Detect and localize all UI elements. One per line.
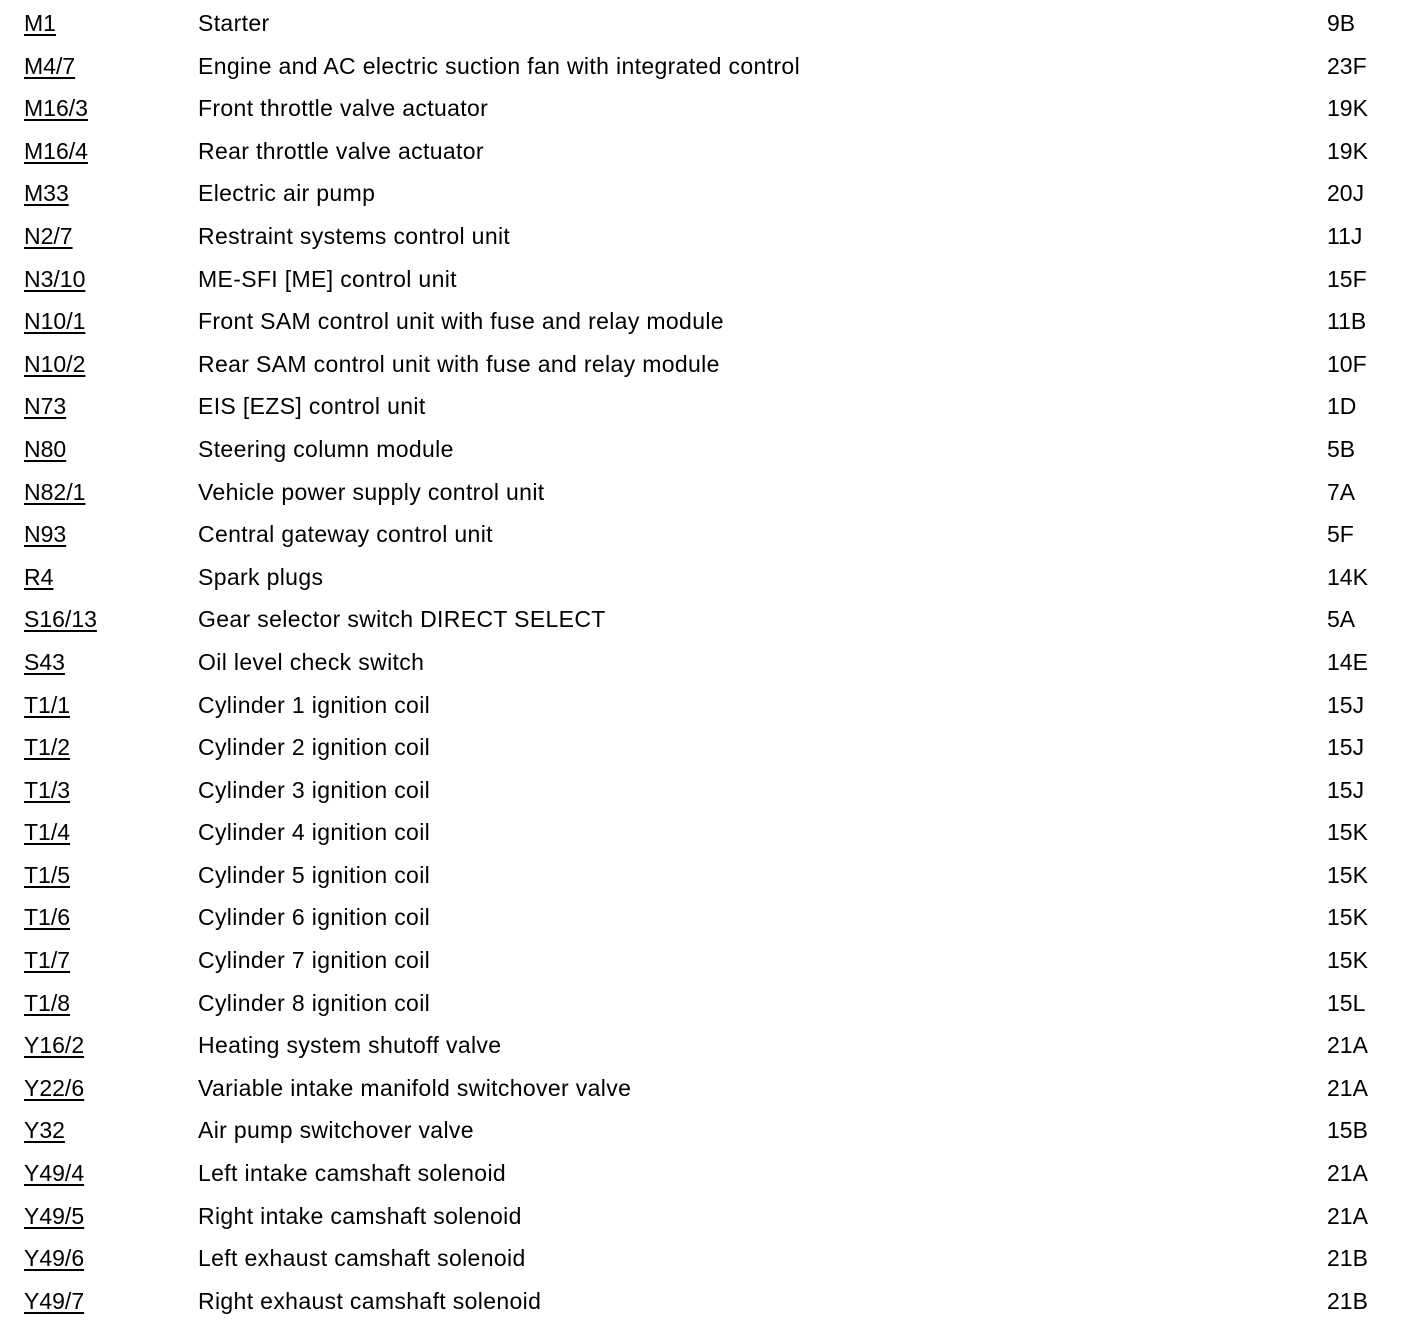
legend-row: [0, 1196, 1408, 1239]
component-code-link[interactable]: Y22/6: [24, 1074, 85, 1101]
component-code-link[interactable]: N3/10: [24, 265, 86, 292]
grid-reference: 7A: [1327, 478, 1356, 505]
grid-reference: 21A: [1327, 1074, 1368, 1101]
legend-row: [0, 259, 1408, 302]
component-description: Rear SAM control unit with fuse and relay module: [198, 350, 720, 377]
component-code-link[interactable]: S16/13: [24, 606, 97, 633]
grid-reference: 23F: [1327, 52, 1367, 79]
component-description: Cylinder 3 ignition coil: [198, 776, 431, 803]
legend-row: [0, 88, 1408, 131]
component-description: Restraint systems control unit: [198, 222, 511, 249]
legend-row: [0, 1068, 1408, 1111]
component-code-link[interactable]: T1/1: [24, 691, 71, 718]
component-description: Cylinder 7 ignition coil: [198, 947, 431, 974]
legend-row: [0, 1153, 1408, 1196]
component-code-link[interactable]: Y32: [24, 1117, 65, 1144]
component-description: Electric air pump: [198, 180, 376, 207]
legend-row: [0, 514, 1408, 557]
component-code-link[interactable]: N10/1: [24, 308, 86, 335]
component-code-link[interactable]: R4: [24, 563, 54, 590]
grid-reference: 15K: [1327, 904, 1368, 931]
legend-row: [0, 3, 1408, 46]
grid-reference: 21A: [1327, 1160, 1368, 1187]
component-description: Cylinder 6 ignition coil: [198, 904, 431, 931]
component-code-link[interactable]: M1: [24, 10, 56, 36]
component-code-link[interactable]: N80: [24, 435, 67, 462]
component-code-link[interactable]: Y49/6: [24, 1245, 85, 1272]
grid-reference: 15L: [1327, 989, 1366, 1016]
component-description: Cylinder 5 ignition coil: [198, 861, 431, 888]
grid-reference: 15J: [1327, 776, 1365, 803]
legend-row: [0, 770, 1408, 813]
component-legend-list: [0, 3, 1408, 1323]
grid-reference: 15J: [1327, 734, 1365, 761]
component-code-link[interactable]: M16/4: [24, 137, 88, 164]
component-description: Cylinder 2 ignition coil: [198, 734, 431, 761]
legend-row: [0, 642, 1408, 685]
component-description: Cylinder 4 ignition coil: [198, 819, 431, 846]
component-description: Left intake camshaft solenoid: [198, 1160, 507, 1187]
legend-row: [0, 216, 1408, 259]
component-description: Variable intake manifold switchover valve: [198, 1074, 632, 1101]
component-code-link[interactable]: T1/5: [24, 861, 71, 888]
grid-reference: 21A: [1327, 1202, 1368, 1229]
component-code-link[interactable]: T1/4: [24, 819, 71, 846]
legend-row: [0, 983, 1408, 1026]
legend-row: [0, 940, 1408, 983]
legend-row: [0, 1110, 1408, 1153]
grid-reference: 15J: [1327, 691, 1365, 718]
legend-row: [0, 812, 1408, 855]
legend-row: [0, 897, 1408, 940]
component-description: Right intake camshaft solenoid: [198, 1202, 522, 1229]
component-description: Right exhaust camshaft solenoid: [198, 1287, 542, 1314]
component-code-link[interactable]: N82/1: [24, 478, 86, 505]
legend-row: [0, 386, 1408, 429]
grid-reference: 10F: [1327, 350, 1367, 377]
component-code-link[interactable]: S43: [24, 648, 65, 675]
component-description: Heating system shutoff valve: [198, 1032, 502, 1059]
grid-reference: 19K: [1327, 137, 1368, 164]
component-code-link[interactable]: N73: [24, 393, 67, 420]
legend-row: [0, 855, 1408, 898]
component-description: Vehicle power supply control unit: [198, 478, 545, 505]
grid-reference: 1D: [1327, 393, 1357, 420]
component-description: Rear throttle valve actuator: [198, 137, 484, 164]
legend-row: [0, 557, 1408, 600]
grid-reference: 15F: [1327, 265, 1367, 292]
component-description: Steering column module: [198, 435, 454, 462]
component-code-link[interactable]: M4/7: [24, 52, 76, 79]
component-description: ME-SFI [ME] control unit: [198, 265, 457, 292]
grid-reference: 19K: [1327, 95, 1368, 122]
component-description: Front SAM control unit with fuse and relay module: [198, 308, 724, 335]
component-code-link[interactable]: Y49/4: [24, 1160, 85, 1187]
component-description: Central gateway control unit: [198, 521, 493, 548]
legend-row: [0, 46, 1408, 89]
grid-reference: 14K: [1327, 563, 1368, 590]
legend-row: [0, 173, 1408, 216]
grid-reference: 14E: [1327, 648, 1368, 675]
component-description: Cylinder 1 ignition coil: [198, 691, 431, 718]
grid-reference: 9B: [1327, 10, 1356, 36]
legend-row: [0, 301, 1408, 344]
component-code-link[interactable]: M33: [24, 180, 69, 207]
component-description: Gear selector switch DIRECT SELECT: [198, 606, 606, 633]
legend-row: [0, 429, 1408, 472]
component-code-link[interactable]: T1/7: [24, 947, 71, 974]
grid-reference: 11J: [1327, 222, 1363, 249]
grid-reference: 5B: [1327, 435, 1356, 462]
component-code-link[interactable]: N93: [24, 521, 67, 548]
component-code-link[interactable]: Y49/7: [24, 1287, 85, 1314]
grid-reference: 5F: [1327, 521, 1354, 548]
grid-reference: 21B: [1327, 1245, 1368, 1272]
legend-row: [0, 727, 1408, 770]
component-description: EIS [EZS] control unit: [198, 393, 426, 420]
legend-row: [0, 685, 1408, 728]
component-code-link[interactable]: Y49/5: [24, 1202, 85, 1229]
component-description: Air pump switchover valve: [198, 1117, 474, 1144]
grid-reference: 15K: [1327, 819, 1368, 846]
legend-row: [0, 1025, 1408, 1068]
component-code-link[interactable]: N2/7: [24, 222, 73, 249]
grid-reference: 21B: [1327, 1287, 1368, 1314]
component-code-link[interactable]: T1/8: [24, 989, 71, 1016]
component-code-link[interactable]: T1/2: [24, 734, 71, 761]
component-description: Starter: [198, 10, 270, 36]
component-description: Engine and AC electric suction fan with integrated control: [198, 52, 801, 79]
component-description: Spark plugs: [198, 563, 324, 590]
component-code-link[interactable]: T1/6: [24, 904, 71, 931]
component-description: Left exhaust camshaft solenoid: [198, 1245, 526, 1272]
grid-reference: 20J: [1327, 180, 1365, 207]
component-code-link[interactable]: T1/3: [24, 776, 71, 803]
component-description: Cylinder 8 ignition coil: [198, 989, 431, 1016]
component-code-link[interactable]: Y16/2: [24, 1032, 85, 1059]
component-code-link[interactable]: N10/2: [24, 350, 86, 377]
legend-row: [0, 1238, 1408, 1281]
legend-row: [0, 344, 1408, 387]
component-description: Front throttle valve actuator: [198, 95, 489, 122]
legend-row: [0, 131, 1408, 174]
grid-reference: 11B: [1327, 308, 1367, 335]
grid-reference: 15B: [1327, 1117, 1368, 1144]
grid-reference: 15K: [1327, 947, 1368, 974]
grid-reference: 15K: [1327, 861, 1368, 888]
grid-reference: 21A: [1327, 1032, 1368, 1059]
component-description: Oil level check switch: [198, 648, 425, 675]
legend-row: [0, 599, 1408, 642]
grid-reference: 5A: [1327, 606, 1356, 633]
component-code-link[interactable]: M16/3: [24, 95, 88, 122]
legend-row: [0, 1281, 1408, 1324]
legend-row: [0, 472, 1408, 515]
